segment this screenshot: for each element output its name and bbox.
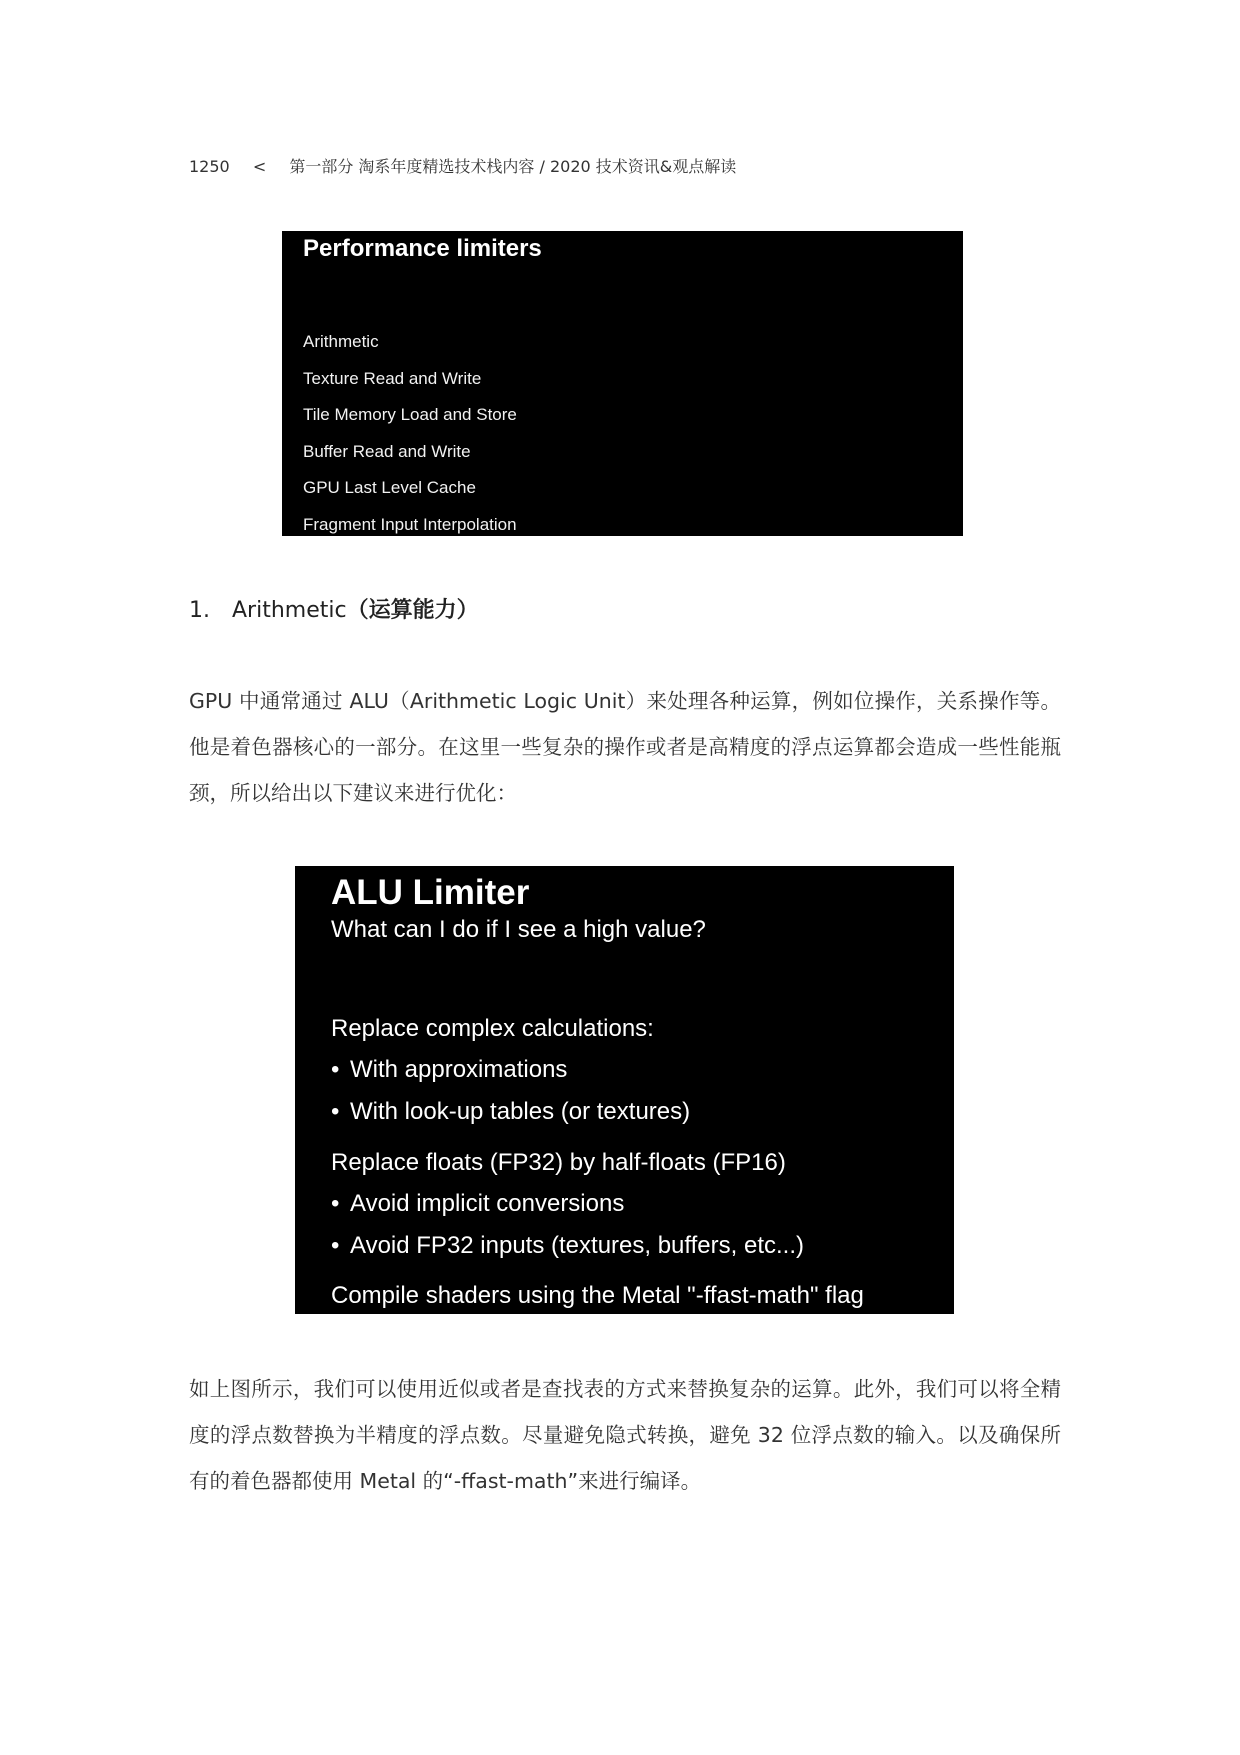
header-separator: < <box>252 157 267 176</box>
section-title: Arithmetic <box>232 598 347 623</box>
bullet-item: • Avoid FP32 inputs (textures, buffers, etc...) <box>331 1225 864 1267</box>
list-item: GPU Last Level Cache <box>303 478 476 497</box>
page-header <box>189 154 736 177</box>
bullet-item: • Avoid implicit conversions <box>331 1183 864 1225</box>
slide-title: ALU Limiter <box>331 873 530 912</box>
slide-body <box>331 1009 864 1315</box>
section-number: 1. <box>189 598 210 623</box>
body-paragraph: 如上图所示，我们可以使用近似或者是查找表的方式来替换复杂的运算。此外，我们可以将全精度的浮点数替换为半精度的浮点数。尽量避免隐式转换，避免 32 位浮点数的输入。以及确保所有的着色器都使用 Metal 的“-ffast-math”来进行编译。 <box>189 1377 1061 1493</box>
section-heading <box>189 593 479 624</box>
list-item: Texture Read and Write <box>303 368 482 388</box>
body-paragraph: GPU 中通常通过 ALU（Arithmetic Logic Unit）来处理各种运算，例如位操作，关系操作等。他是着色器核心的一部分。在这里一些复杂的操作或者是高精度的浮点运算都会造成一些性能瓶颈，所以给出以下建议来进行优化： <box>189 689 1061 805</box>
list-item: Tile Memory Load and Store <box>303 405 517 424</box>
group-heading: Replace floats (FP32) by half-floats (FP16) <box>331 1149 786 1176</box>
limiters-list <box>303 324 517 543</box>
page-number: 1250 <box>189 157 230 176</box>
bullet-item: • With look-up tables (or textures) <box>331 1091 864 1133</box>
final-advice: Compile shaders using the Metal "-ffast-math" flag <box>331 1282 864 1309</box>
section-title-chinese: （运算能力） <box>346 598 479 623</box>
bullet-item: • With approximations <box>331 1049 864 1091</box>
alu-limiter-slide <box>295 866 954 1314</box>
group-heading: Replace complex calculations: <box>331 1015 654 1042</box>
advice-group <box>331 1143 864 1267</box>
list-item: Buffer Read and Write <box>303 441 471 461</box>
header-section-title: 第一部分 淘系年度精选技术栈内容 / 2020 技术资讯&观点解读 <box>289 157 737 176</box>
list-item: Fragment Input Interpolation <box>303 514 517 534</box>
list-item: Arithmetic <box>303 332 379 351</box>
slide-title: Performance limiters <box>303 235 542 262</box>
slide-subtitle: What can I do if I see a high value? <box>331 916 706 943</box>
advice-group <box>331 1009 864 1133</box>
performance-limiters-slide <box>282 231 963 536</box>
